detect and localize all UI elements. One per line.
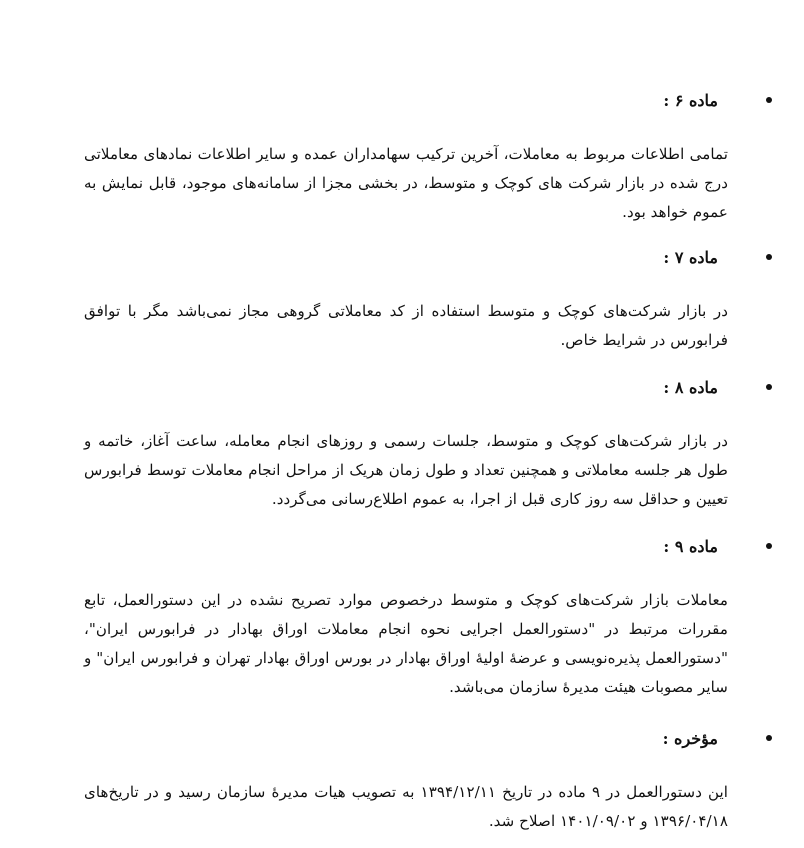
heading-text: ماده ۶ :	[663, 90, 718, 110]
section-heading	[84, 84, 728, 116]
section-article-8	[84, 371, 728, 514]
section-heading	[84, 530, 728, 562]
section-paragraph: این دستورالعمل در ۹ ماده در تاریخ ۱۳۹۴/۱۲/۱۱ به تصویب هیات مدیرهٔ سازمان رسید و در تاریخ‌های ۱۳۹۶/۰۴/۱۸ و ۱۴۰۱/۰۹/۰۲ اصلاح شد.	[84, 783, 728, 830]
section-article-6	[84, 84, 728, 227]
heading-text: ماده ۸ :	[663, 377, 718, 397]
bullet-icon	[766, 97, 772, 103]
heading-text: ماده ۹ :	[663, 536, 718, 556]
section-epilogue	[84, 722, 728, 836]
bullet-icon	[766, 254, 772, 260]
section-article-9	[84, 530, 728, 702]
section-paragraph: در بازار شرکت‌های کوچک و متوسط استفاده از کد معاملاتی گروهی مجاز نمی‌باشد مگر با توافق فرابورس در شرایط خاص.	[84, 302, 728, 349]
section-paragraph: معاملات بازار شرکت‌های کوچک و متوسط درخصوص موارد تصریح نشده در این دستورالعمل، تابع مقررات مرتبط در "دستورالعمل اجرایی نحوه انجام معاملات اوراق بهادار در فرابورس ایران"، "دستورالعمل پذیره‌نویسی و عرضهٔ اولیهٔ اوراق بهادار در بورس اوراق بهادار تهران و فرابورس ایران" و سایر مصوبات هیئت مدیرهٔ سازمان می‌باشد.	[84, 591, 728, 696]
bullet-icon	[766, 735, 772, 741]
heading-text: ماده ۷ :	[663, 247, 718, 267]
section-paragraph: تمامی اطلاعات مربوط به معاملات، آخرین ترکیب سهامداران عمده و سایر اطلاعات نمادهای معاملاتی درج شده در بازار شرکت های کوچک و متوسط، در بخشی مجزا از سامانه‌های موجود، قابل نمایش به عموم خواهد بود.	[84, 145, 728, 221]
section-heading	[84, 371, 728, 403]
bullet-icon	[766, 543, 772, 549]
section-paragraph: در بازار شرکت‌های کوچک و متوسط، جلسات رسمی و روزهای انجام معامله، ساعت آغاز، خاتمه و طول هر جلسه معاملاتی و همچنین تعداد و طول زمان هریک از مراحل انجام معاملات توسط فرابورس تعیین و حداقل سه روز کاری قبل از اجرا، به عموم اطلاع‌رسانی می‌گردد.	[84, 432, 728, 508]
section-heading	[84, 241, 728, 273]
bullet-icon	[766, 384, 772, 390]
section-heading	[84, 722, 728, 754]
heading-text: مؤخره :	[662, 728, 718, 748]
section-article-7	[84, 241, 728, 355]
